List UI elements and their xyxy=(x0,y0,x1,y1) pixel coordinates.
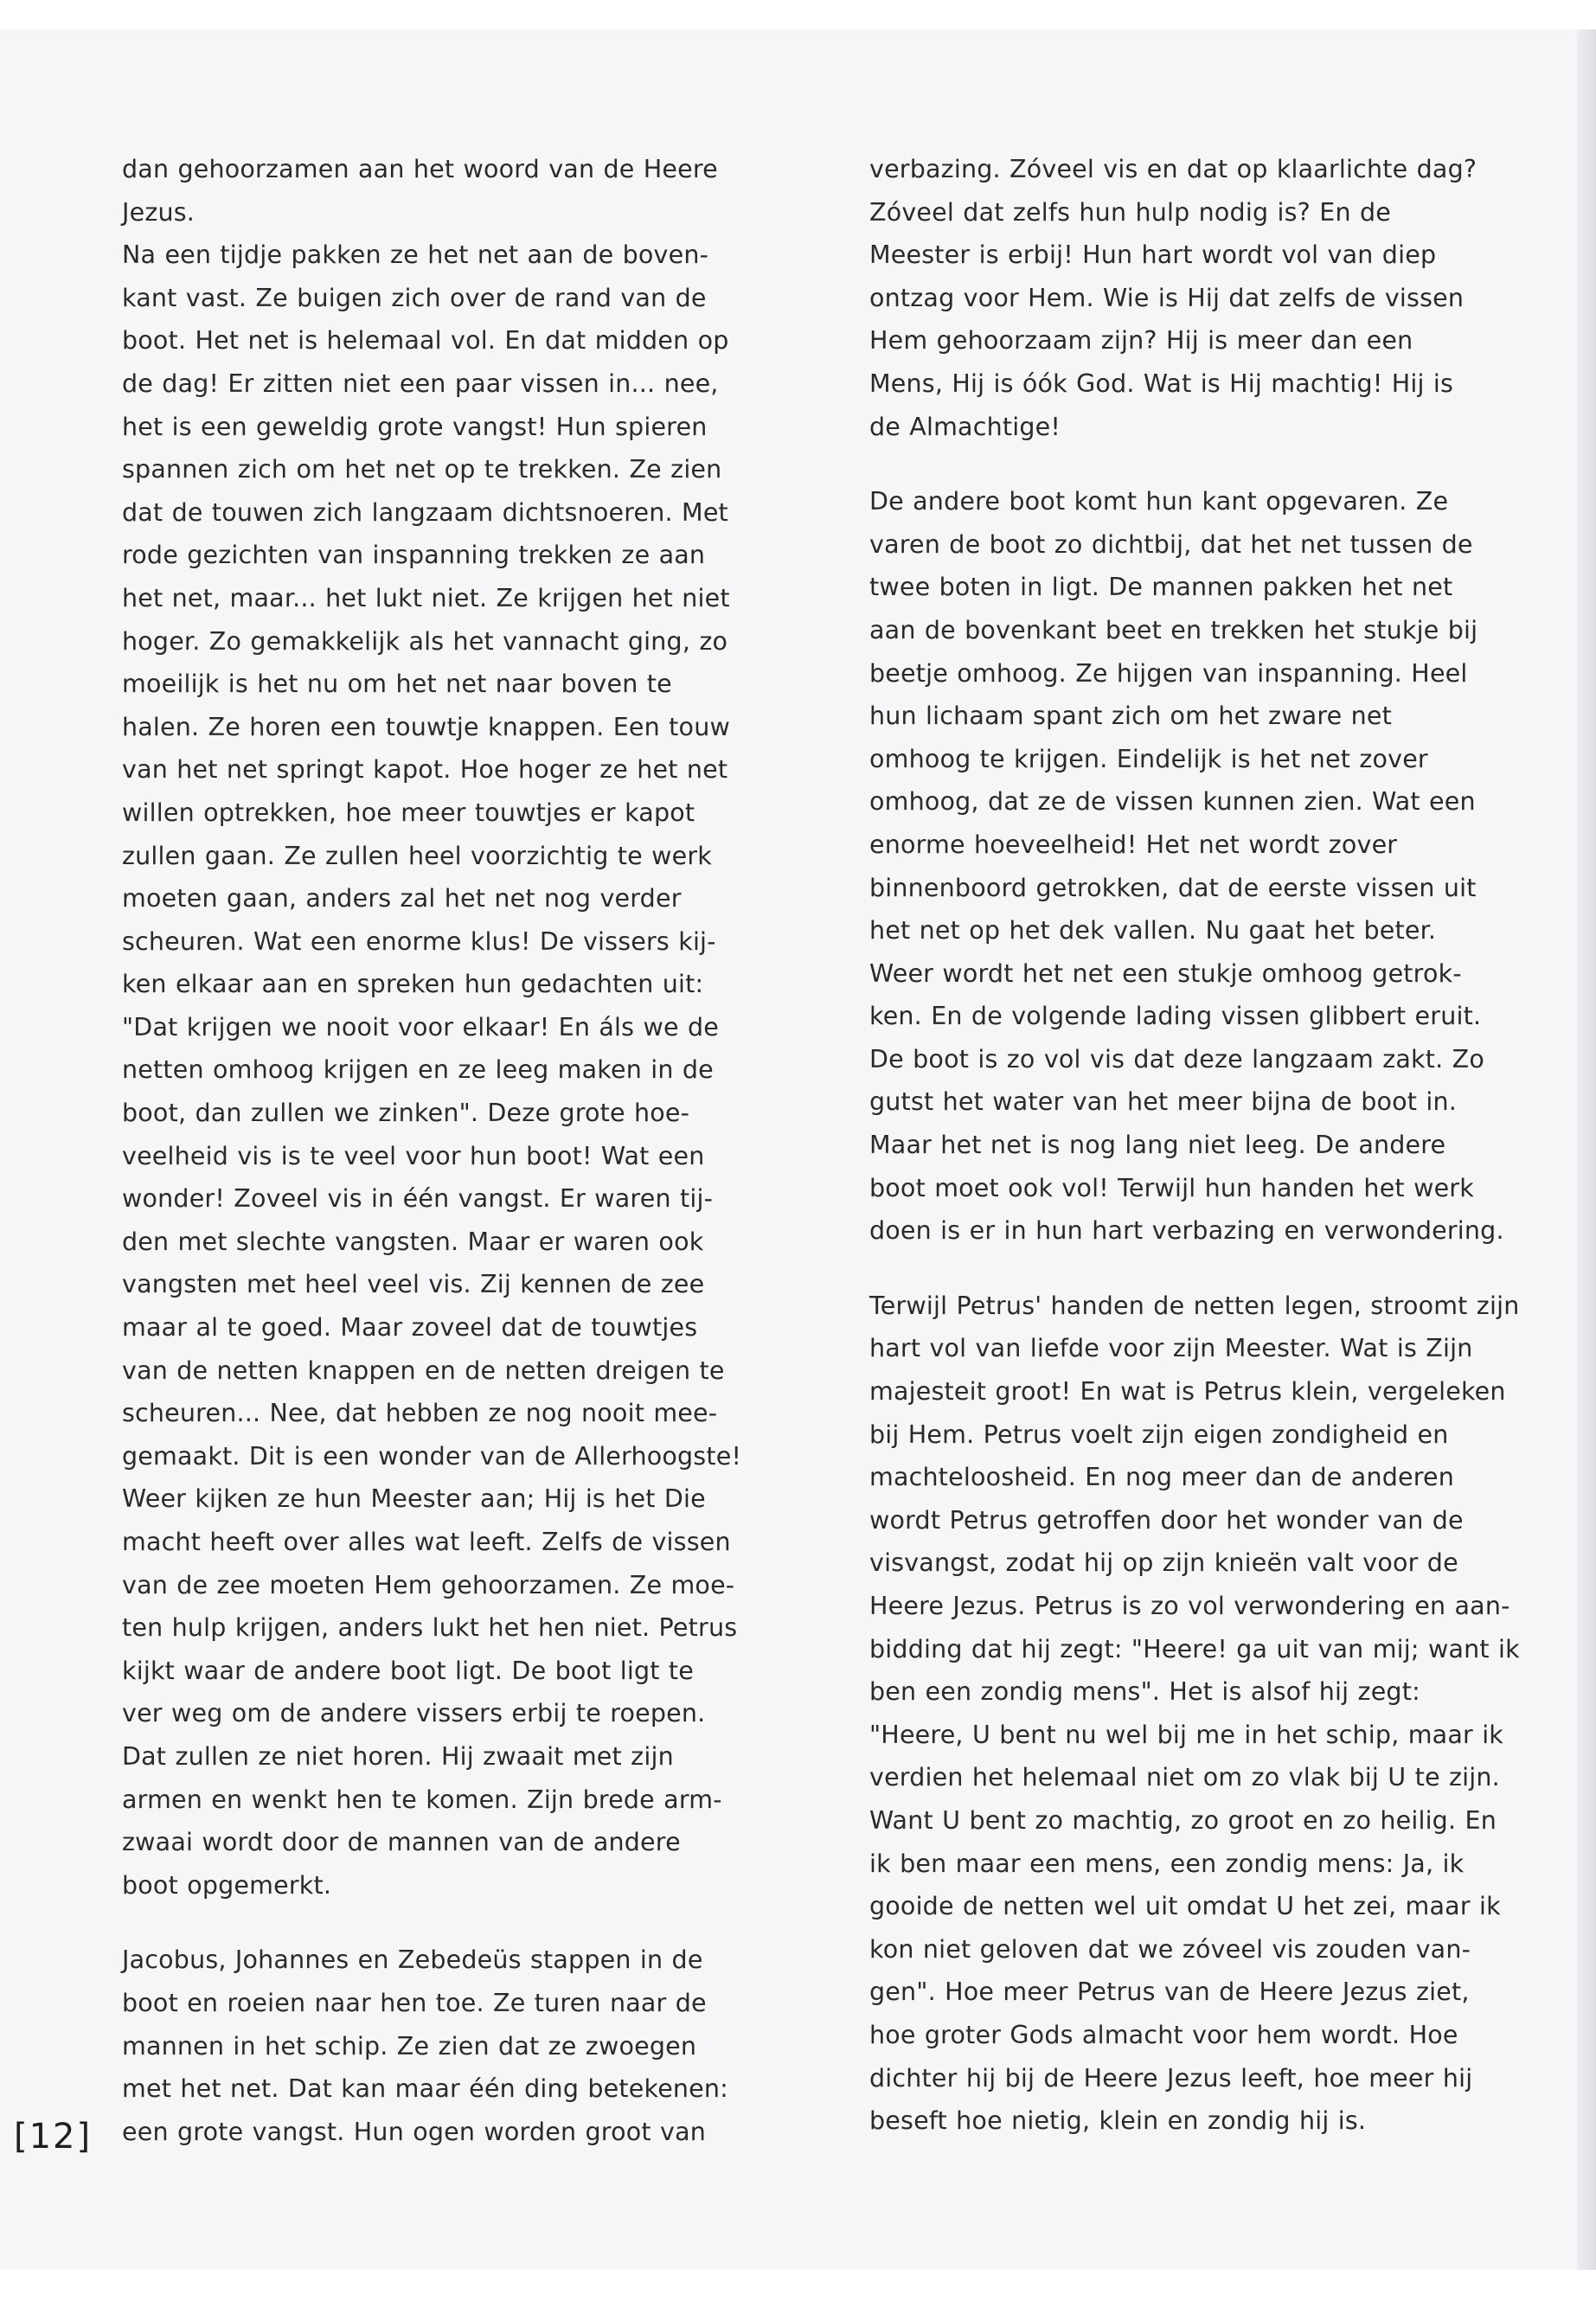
text-line: Want U bent zo machtig, zo groot en zo heilig. En xyxy=(869,1805,1497,1835)
text-line: moeten gaan, anders zal het net nog verder xyxy=(122,884,682,913)
text-line: ben een zondig mens". Het is alsof hij zegt: xyxy=(869,1677,1420,1707)
text-line: beetje omhoog. Ze hijgen van inspanning. Heel xyxy=(869,658,1468,688)
text-line: een grote vangst. Hun ogen worden groot van xyxy=(122,2117,706,2146)
text-line: hart vol van liefde voor zijn Meester. Wat is Zijn xyxy=(869,1334,1473,1363)
text-line: zullen gaan. Ze zullen heel voorzichtig te werk xyxy=(122,841,713,870)
paragraph-gap xyxy=(869,448,1501,480)
paragraph xyxy=(122,148,749,1907)
text-line: Jezus. xyxy=(122,197,195,227)
text-line: de dag! Er zitten niet een paar vissen in... nee, xyxy=(122,369,719,398)
text-line: Weer kijken ze hun Meester aan; Hij is het Die xyxy=(122,1484,706,1514)
text-line: Terwijl Petrus' handen de netten legen, stroomt zijn xyxy=(869,1291,1520,1320)
text-line: gemaakt. Dit is een wonder van de Allerhoogste! xyxy=(122,1441,742,1471)
text-line: omhoog te krijgen. Eindelijk is het net zover xyxy=(869,744,1428,773)
text-line: ik ben maar een mens, een zondig mens: Ja, ik xyxy=(869,1849,1465,1878)
text-line: Meester is erbij! Hun hart wordt vol van diep xyxy=(869,240,1437,270)
text-line: boot moet ook vol! Terwijl hun handen het werk xyxy=(869,1173,1474,1202)
text-line: varen de boot zo dichtbij, dat het net tussen de xyxy=(869,529,1473,559)
text-line: hoe groter Gods almacht voor hem wordt. Hoe xyxy=(869,2020,1458,2049)
text-line: zwaai wordt door de mannen van de andere xyxy=(122,1828,681,1857)
text-line: De andere boot komt hun kant opgevaren. Ze xyxy=(869,487,1449,516)
text-line: Maar het net is nog lang niet leeg. De andere xyxy=(869,1131,1446,1160)
text-line: maar al te goed. Maar zoveel dat de touwtjes xyxy=(122,1313,698,1343)
text-line: boot. Het net is helemaal vol. En dat midden op xyxy=(122,326,729,356)
text-line: Weer wordt het net een stukje omhoog getrok- xyxy=(869,958,1462,988)
text-line: Hem gehoorzaam zijn? Hij is meer dan een xyxy=(869,326,1413,356)
text-line: willen optrekken, hoe meer touwtjes er kapot xyxy=(122,798,695,827)
text-line: den met slechte vangsten. Maar er waren ook xyxy=(122,1227,704,1256)
text-line: boot, dan zullen we zinken". Deze grote hoe- xyxy=(122,1099,690,1128)
text-line: binnenboord getrokken, dat de eerste vissen uit xyxy=(869,873,1477,902)
text-line: veelheid vis is te veel voor hun boot! Wat een xyxy=(122,1141,705,1170)
text-line: mannen in het schip. Ze zien dat ze zwoegen xyxy=(122,2031,697,2061)
text-line: kon niet geloven dat we zóveel vis zouden van- xyxy=(869,1934,1471,1964)
text-line: aan de bovenkant beet en trekken het stukje bij xyxy=(869,615,1478,644)
text-line: ken elkaar aan en spreken hun gedachten uit: xyxy=(122,970,704,999)
text-line: gen". Hoe meer Petrus van de Heere Jezus ziet, xyxy=(869,1977,1470,2007)
text-line: dat de touwen zich langzaam dichtsnoeren. Met xyxy=(122,497,728,527)
text-line: visvangst, zodat hij op zijn knieën valt voor de xyxy=(869,1548,1458,1578)
text-line: De boot is zo vol vis dat deze langzaam zakt. Zo xyxy=(869,1044,1484,1074)
text-line: vangsten met heel veel vis. Zij kennen de zee xyxy=(122,1270,705,1299)
text-line: met het net. Dat kan maar één ding betekenen: xyxy=(122,2074,728,2104)
text-line: ontzag voor Hem. Wie is Hij dat zelfs de vissen xyxy=(869,283,1465,312)
text-line: wordt Petrus getroffen door het wonder van de xyxy=(869,1505,1464,1535)
text-line: boot en roeien naar hen toe. Ze turen naar de xyxy=(122,1988,707,2017)
text-line: enorme hoeveelheid! Het net wordt zover xyxy=(869,830,1398,859)
right-text-column xyxy=(869,148,1520,2143)
text-line: verbazing. Zóveel vis en dat op klaarlichte dag? xyxy=(869,155,1477,183)
paragraph-gap xyxy=(122,1907,749,1939)
text-line: van de netten knappen en de netten dreigen te xyxy=(122,1356,725,1385)
text-line: het net op het dek vallen. Nu gaat het beter. xyxy=(869,916,1437,945)
book-page xyxy=(0,29,1596,2270)
paragraph xyxy=(869,480,1504,1253)
text-line: Zóveel dat zelfs hun hulp nodig is? En de xyxy=(869,197,1392,227)
left-text-column xyxy=(122,148,749,2153)
text-line: doen is er in hun hart verbazing en verwondering. xyxy=(869,1216,1504,1246)
text-line: rode gezichten van inspanning trekken ze aan xyxy=(122,541,706,570)
text-line: netten omhoog krijgen en ze leeg maken in de xyxy=(122,1055,714,1085)
page-edge xyxy=(1577,29,1596,2270)
paragraph-gap xyxy=(869,1253,1501,1285)
paragraph xyxy=(869,148,1501,448)
text-line: Heere Jezus. Petrus is zo vol verwondering en aan- xyxy=(869,1592,1510,1620)
text-line: moeilijk is het nu om het net naar boven te xyxy=(122,670,672,699)
text-line: van de zee moeten Hem gehoorzamen. Ze moe- xyxy=(122,1570,735,1599)
text-line: macht heeft over alles wat leeft. Zelfs de vissen xyxy=(122,1528,731,1556)
text-line: armen en wenkt hen te komen. Zijn brede arm- xyxy=(122,1785,722,1814)
text-line: dichter hij bij de Heere Jezus leeft, hoe meer hij xyxy=(869,2063,1473,2093)
text-line: twee boten in ligt. De mannen pakken het net xyxy=(869,573,1453,602)
text-line: het is een geweldig grote vangst! Hun spieren xyxy=(122,412,708,441)
text-line: machteloosheid. En nog meer dan de anderen xyxy=(869,1463,1455,1492)
text-line: gutst het water van het meer bijna de boot in. xyxy=(869,1087,1458,1117)
text-line: van het net springt kapot. Hoe hoger ze het net xyxy=(122,755,728,785)
text-line: ver weg om de andere vissers erbij te roepen. xyxy=(122,1699,706,1728)
text-line: bij Hem. Petrus voelt zijn eigen zondigheid en xyxy=(869,1420,1449,1449)
text-line: ten hulp krijgen, anders lukt het hen niet. Petrus xyxy=(122,1613,738,1643)
text-line: gooide de netten wel uit omdat U het zei, maar ik xyxy=(869,1892,1501,1921)
text-line: de Almachtige! xyxy=(869,412,1061,441)
text-line: scheuren... Nee, dat hebben ze nog nooit mee- xyxy=(122,1399,718,1428)
text-line: Dat zullen ze niet horen. Hij zwaait met zijn xyxy=(122,1741,674,1771)
text-line: beseft hoe nietig, klein en zondig hij is. xyxy=(869,2106,1367,2136)
text-line: omhoog, dat ze de vissen kunnen zien. Wat een xyxy=(869,787,1476,817)
text-line: spannen zich om het net op te trekken. Ze zien xyxy=(122,455,722,484)
text-line: Mens, Hij is óók God. Wat is Hij machtig! Hij is xyxy=(869,369,1454,398)
text-line: Jacobus, Johannes en Zebedeüs stappen in de xyxy=(122,1945,703,1975)
text-line: majesteit groot! En wat is Petrus klein, vergeleken xyxy=(869,1377,1506,1407)
paragraph xyxy=(869,1285,1520,2143)
text-line: boot opgemerkt. xyxy=(122,1870,332,1900)
page-number: [12] xyxy=(14,2117,93,2157)
text-line: bidding dat hij zegt: "Heere! ga uit van mij; want ik xyxy=(869,1634,1520,1663)
text-line: scheuren. Wat een enorme klus! De vissers kij- xyxy=(122,926,716,956)
text-line: hun lichaam spant zich om het zware net xyxy=(869,702,1393,731)
text-line: wonder! Zoveel vis in één vangst. Er waren tij- xyxy=(122,1184,714,1214)
text-line: "Dat krijgen we nooit voor elkaar! En áls we de xyxy=(122,1012,720,1042)
text-line: kant vast. Ze buigen zich over de rand van de xyxy=(122,283,707,312)
text-line: kijkt waar de andere boot ligt. De boot ligt te xyxy=(122,1656,695,1685)
text-line: ken. En de volgende lading vissen glibbert eruit. xyxy=(869,1002,1482,1031)
text-line: verdien het helemaal niet om zo vlak bij U te zijn. xyxy=(869,1763,1500,1792)
text-line: halen. Ze horen een touwtje knappen. Een touw xyxy=(122,712,730,741)
text-line: Na een tijdje pakken ze het net aan de boven- xyxy=(122,240,709,270)
text-line: hoger. Zo gemakkelijk als het vannacht ging, zo xyxy=(122,626,728,656)
text-line: "Heere, U bent nu wel bij me in het schip, maar ik xyxy=(869,1720,1504,1749)
text-line: dan gehoorzamen aan het woord van de Heere xyxy=(122,155,718,183)
paragraph xyxy=(122,1939,749,2153)
text-line: het net, maar... het lukt niet. Ze krijgen het niet xyxy=(122,583,730,612)
